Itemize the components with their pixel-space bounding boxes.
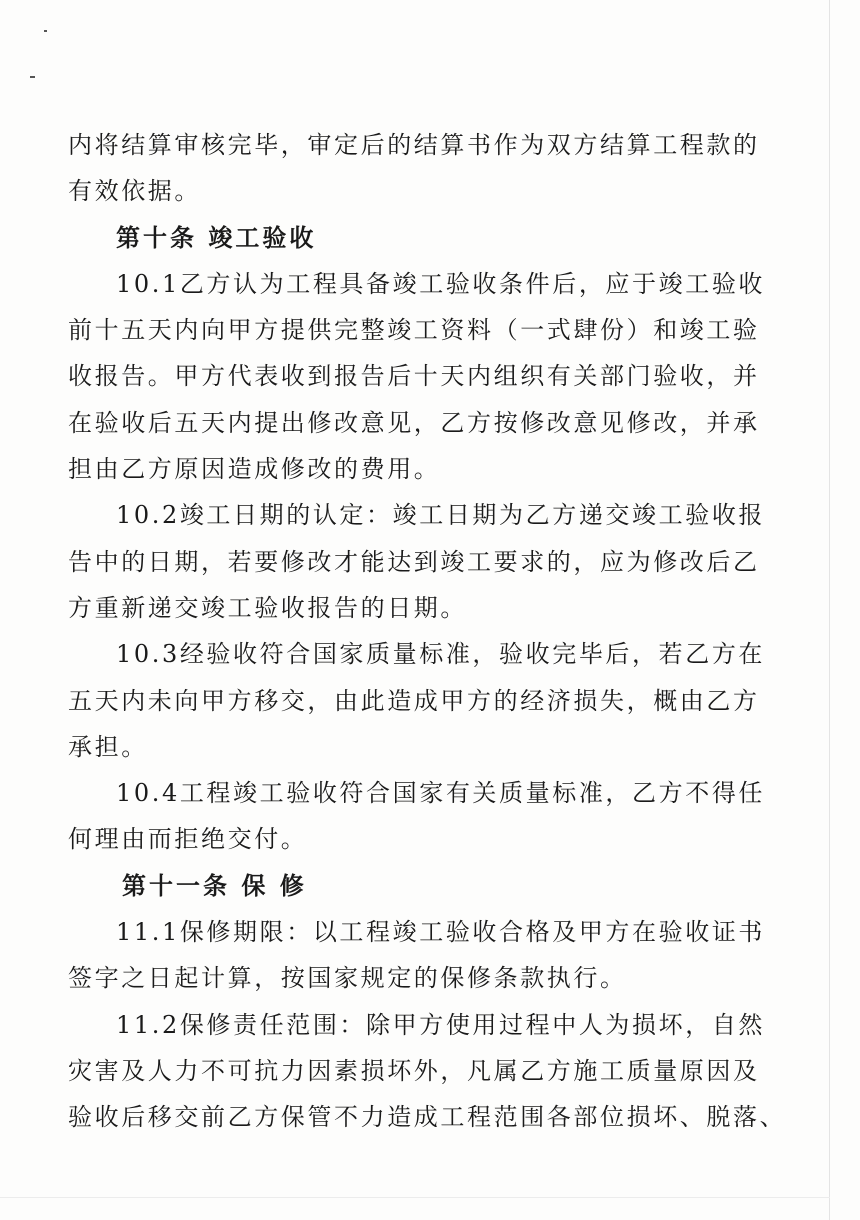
paragraph-line: 有效依据。 xyxy=(68,177,201,206)
clause-11-1-line: 签字之日起计算，按国家规定的保修条款执行。 xyxy=(68,964,627,993)
scan-speck xyxy=(44,30,47,32)
clause-10-1-line: 前十五天内向甲方提供完整竣工资料（一式肆份）和竣工验 xyxy=(68,316,760,345)
paragraph-line: 内将结算审核完毕，审定后的结算书作为双方结算工程款的 xyxy=(68,131,760,159)
clause-10-2-line: 告中的日期，若要修改才能达到竣工要求的，应为修改后乙 xyxy=(68,547,760,576)
clause-10-2-line: 10.2竣工日期的认定：竣工日期为乙方递交竣工验收报 xyxy=(116,501,766,530)
clause-11-2-line: 11.2保修责任范围：除甲方使用过程中人为损坏，自然 xyxy=(116,1010,766,1039)
clause-10-3-line: 五天内未向甲方移交，由此造成甲方的经济损失，概由乙方 xyxy=(68,686,760,715)
section-heading-article-11: 第十一条 保 修 xyxy=(122,870,307,900)
scan-edge-right xyxy=(829,0,830,1220)
clause-10-3-line: 10.3经验收符合国家质量标准，验收完毕后，若乙方在 xyxy=(116,640,766,669)
clause-11-1-line: 11.1保修期限：以工程竣工验收合格及甲方在验收证书 xyxy=(116,918,766,947)
scan-edge-bottom xyxy=(0,1197,830,1198)
clause-11-2-line: 灾害及人力不可抗力因素损坏外，凡属乙方施工质量原因及 xyxy=(68,1056,760,1085)
clause-10-4-line: 10.4工程竣工验收符合国家有关质量标准，乙方不得任 xyxy=(116,779,766,808)
clause-10-2-line: 方重新递交竣工验收报告的日期。 xyxy=(68,593,467,622)
clause-10-3-line: 承担。 xyxy=(68,732,148,761)
contract-text xyxy=(68,122,787,1141)
clause-11-2-line: 验收后移交前乙方保管不力造成工程范围各部位损坏、脱落、 xyxy=(68,1103,787,1132)
clause-10-1-line: 10.1乙方认为工程具备竣工验收条件后，应于竣工验收 xyxy=(116,269,766,298)
scan-speck xyxy=(30,76,35,78)
section-heading-article-10: 第十条 竣工验收 xyxy=(116,222,317,252)
clause-10-1-line: 在验收后五天内提出修改意见，乙方按修改意见修改，并承 xyxy=(68,408,760,437)
clause-10-1-line: 收报告。甲方代表收到报告后十天内组织有关部门验收，并 xyxy=(68,362,760,391)
clause-10-1-line: 担由乙方原因造成修改的费用。 xyxy=(68,455,441,484)
clause-10-4-line: 何理由而拒绝交付。 xyxy=(68,825,308,854)
